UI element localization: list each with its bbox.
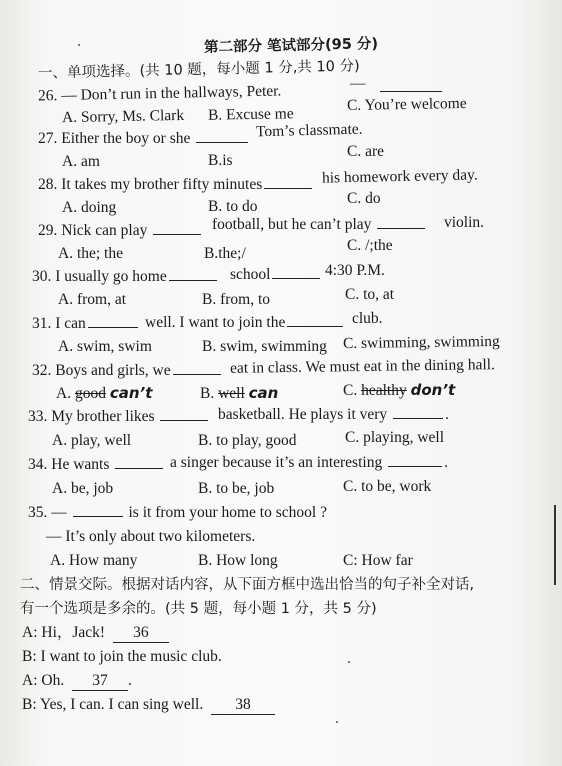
dialog-line-2: B: I want to join the music club. <box>22 648 222 665</box>
q33-option-c: C. playing, well <box>345 429 445 446</box>
q29-option-c: C. /;the <box>347 237 393 254</box>
q29-stem-start: 29. Nick can play <box>38 222 203 240</box>
q32-blank <box>173 362 221 375</box>
q27-stem-end: Tom’s classmate. <box>255 120 363 141</box>
q33-stem-start: 33. My brother likes <box>28 408 210 426</box>
q26-option-b: B. Excuse me <box>207 105 294 124</box>
q33-option-a: A. play, well <box>52 432 132 449</box>
q30-option-a: A. from, at <box>58 291 127 308</box>
q31-stem-mid: well. I want to join the <box>145 314 345 332</box>
q29-blank-1 <box>153 222 201 235</box>
q34-blank-1 <box>115 456 163 469</box>
q35-blank <box>73 504 123 517</box>
q32-a-struck: good <box>74 385 106 402</box>
q35-stem: 35. — is it from your home to school ? <box>28 504 327 521</box>
q35-option-c: C: How far <box>343 552 413 569</box>
q32-c-struck: healthy <box>361 382 407 399</box>
q31-stem-start: 31. I can <box>32 315 140 333</box>
q26-option-a: A. Sorry, Ms. Clark <box>61 106 185 127</box>
q31-blank-1 <box>88 315 138 328</box>
q27-blank <box>196 130 248 143</box>
q34-blank-2 <box>388 454 442 467</box>
q28-option-a: A. doing <box>62 199 117 216</box>
q29-blank-2 <box>377 216 425 229</box>
q33-blank-2 <box>393 406 443 419</box>
q32-b-struck: well <box>218 385 245 402</box>
q34-option-b: B. to be, job <box>198 480 275 497</box>
q27-option-a: A. am <box>62 153 100 170</box>
q32-b-handwritten: can <box>248 384 279 402</box>
q26-option-c: C. You’re welcome <box>346 94 467 115</box>
q33-option-b: B. to play, good <box>198 432 297 449</box>
dialog-line-1: A: Hi，Jack! 36 <box>22 624 169 643</box>
q26-blank <box>378 79 444 97</box>
q30-blank-2 <box>272 266 320 279</box>
q34-option-a: A. be, job <box>52 480 114 497</box>
blank-37: 37 <box>72 672 128 691</box>
q32-c-handwritten: don’t <box>410 381 456 399</box>
q32-stem-end: eat in class. We must eat in the dining hall. <box>229 356 496 377</box>
q28-option-c: C. do <box>347 190 381 207</box>
blank-38: 38 <box>211 696 275 715</box>
page-title: 第二部分 笔试部分(95 分) <box>203 36 379 56</box>
q30-option-c: C. to, at <box>345 286 395 303</box>
q31-option-a: A. swim, swim <box>58 338 152 355</box>
q29-stem-end: violin. <box>444 214 485 231</box>
q30-stem-end: 4:30 P.M. <box>325 262 385 279</box>
dialog-line-4: B: Yes, I can. I can sing well. 38 <box>22 696 275 715</box>
q30-stem-start: 30. I usually go home <box>32 268 219 286</box>
section2-heading-line1: 二、情景交际。根据对话内容，从下面方框中选出恰当的句子补全对话, <box>20 577 475 593</box>
page-edge-mark <box>554 505 556 585</box>
q29-stem-mid: football, but he can’t play <box>212 216 427 234</box>
q33-blank-1 <box>160 408 208 421</box>
q32-a-handwritten: can’t <box>109 384 153 402</box>
q32-option-b: B. well can <box>200 384 279 402</box>
q35-reply: — It’s only about two kilometers. <box>46 528 256 545</box>
q32-option-c: C. healthy don’t <box>343 381 456 399</box>
q28-stem-start: 28. It takes my brother fifty minutes <box>38 176 314 194</box>
q27-option-c: C. are <box>347 143 385 160</box>
q27-stem-start: 27. Either the boy or she <box>38 130 250 148</box>
q34-option-c: C. to be, work <box>343 478 432 495</box>
q31-option-b: B. swim, swimming <box>202 338 327 355</box>
speck <box>348 661 350 663</box>
q32-stem-start: 32. Boys and girls, we <box>32 362 223 380</box>
q30-option-b: B. from, to <box>202 291 271 308</box>
q32-option-a: A. good can’t <box>56 384 153 402</box>
q30-stem-mid: school <box>230 266 322 284</box>
q35-option-a: A. How many <box>50 552 138 569</box>
section1-heading: 一、单项选择。(共 10 题，每小题 1 分,共 10 分) <box>37 58 360 82</box>
q31-blank-2 <box>287 314 343 327</box>
speck <box>336 721 338 723</box>
q26-dash: — <box>350 75 366 92</box>
blank-36: 36 <box>113 624 169 643</box>
q29-option-a: A. the; the <box>58 245 123 262</box>
q28-blank <box>264 176 312 189</box>
dialog-line-3: A: Oh. 37 . <box>22 672 132 689</box>
q31-stem-end: club. <box>352 310 383 327</box>
q34-stem-end: a singer because it’s an interesting . <box>170 454 448 471</box>
section2-heading-line2: 有一个选项是多余的。(共 5 题，每小题 1 分，共 5 分) <box>20 601 377 617</box>
q27-option-b: B.is <box>208 152 233 169</box>
q30-blank-1 <box>169 268 217 281</box>
q26-stem: 26. — Don’t run in the hallways, Peter. <box>37 82 282 105</box>
q34-stem-start: 34. He wants <box>28 456 165 474</box>
q28-option-b: B. to do <box>208 198 258 215</box>
q33-stem-end: basketball. He plays it very . <box>218 406 449 423</box>
speck <box>78 44 80 46</box>
q31-option-c: C. swimming, swimming <box>342 332 500 353</box>
q29-option-b: B.the;/ <box>204 245 246 262</box>
q28-stem-end: his homework every day. <box>321 166 478 187</box>
q35-option-b: B. How long <box>198 552 278 569</box>
